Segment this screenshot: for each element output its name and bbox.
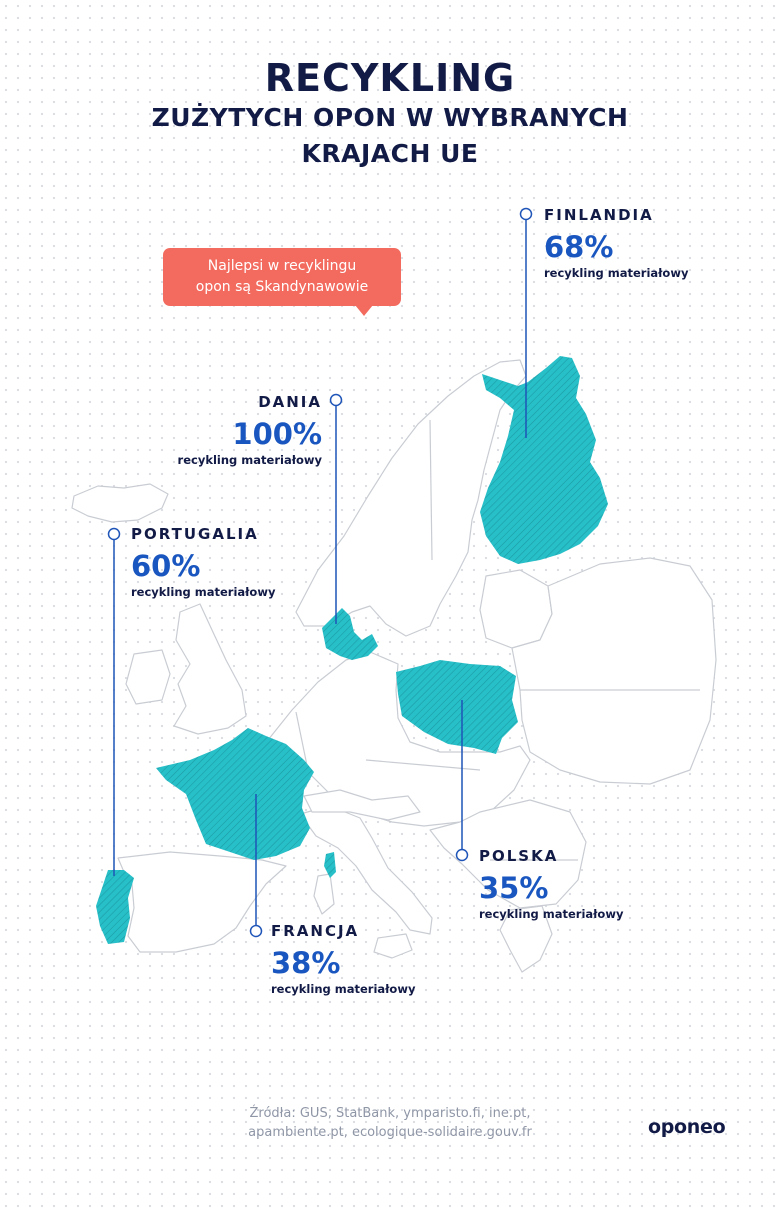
country-note: recykling materiałowy (479, 907, 624, 921)
title-line-1: RECYKLING (264, 56, 516, 100)
country-percent: 38% (271, 946, 341, 980)
country-name: PORTUGALIA (131, 525, 259, 543)
portugal-marker-icon (109, 529, 120, 540)
country-name: FRANCJA (271, 922, 360, 940)
title-line-2: ZUŻYTYCH OPON W WYBRANYCH (151, 103, 629, 132)
country-name: POLSKA (479, 847, 559, 865)
title-line-3: KRAJACH UE (301, 139, 479, 168)
finland-shape (480, 356, 608, 564)
ireland-shape (126, 650, 170, 704)
label-denmark (156, 393, 322, 467)
sources-line-2: apambiente.pt, ecologique-solidaire.gouv.fr (248, 1125, 532, 1140)
iceland-shape (72, 484, 168, 522)
spain-shape (118, 852, 286, 952)
callout-line-1: Najlepsi w recyklingu (207, 258, 357, 274)
callout-tail (355, 305, 373, 316)
label-portugal (131, 525, 275, 599)
sources-text (200, 1104, 580, 1142)
uk-shape (174, 604, 246, 734)
country-note: recykling materiałowy (544, 266, 689, 280)
country-note: recykling materiałowy (271, 982, 416, 996)
country-note: recykling materiałowy (177, 453, 322, 467)
label-finland (544, 206, 688, 280)
label-france (271, 922, 415, 996)
finland-marker-icon (521, 209, 532, 220)
country-percent: 35% (479, 871, 549, 905)
country-name: FINLANDIA (544, 206, 654, 224)
france-marker-icon (251, 926, 262, 937)
sardinia-shape (314, 874, 334, 914)
oponeo-logo: oponeo (648, 1116, 726, 1138)
label-poland (479, 847, 623, 921)
country-percent: 68% (544, 230, 614, 264)
denmark-marker-icon (331, 395, 342, 406)
sources-line-1: Źródła: GUS, StatBank, ymparisto.fi, ine.pt, (249, 1106, 531, 1121)
italy-shape (300, 806, 432, 934)
country-name: DANIA (258, 393, 322, 411)
country-note: recykling materiałowy (131, 585, 276, 599)
country-percent: 60% (131, 549, 201, 583)
country-percent: 100% (232, 417, 322, 451)
poland-marker-icon (457, 850, 468, 861)
callout-bubble (163, 248, 401, 306)
poland-shape (396, 660, 518, 754)
callout-line-2: opon są Skandynawowie (195, 279, 369, 295)
